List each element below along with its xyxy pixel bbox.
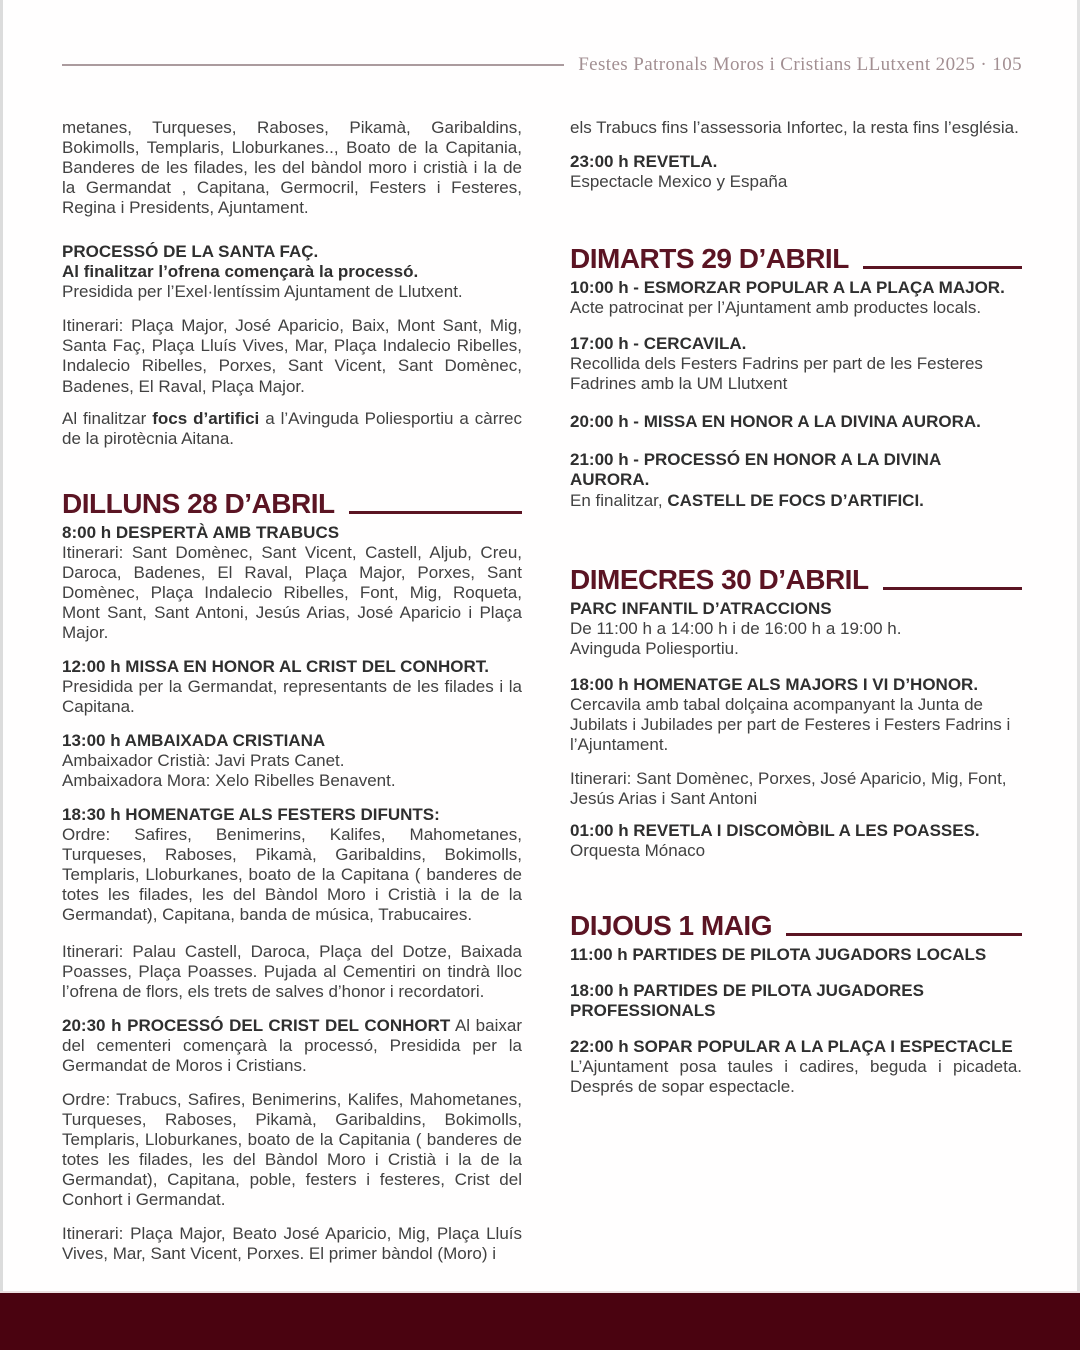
event-desperta — [62, 523, 522, 643]
desc-pre: En finalitzar, — [570, 490, 668, 510]
desc-bold: CASTELL DE FOCS D’ARTIFICI. — [667, 490, 924, 510]
event-title: 18:30 h HOMENATGE ALS FESTERS DIFUNTS: — [62, 805, 440, 825]
event-revetla-23 — [570, 152, 1022, 192]
event-parc-infantil — [570, 599, 1022, 659]
event-title: 11:00 h PARTIDES DE PILOTA JUGADORS LOCALS — [570, 945, 987, 965]
event-homenatge-majors — [570, 675, 1022, 755]
itinerary-paragraph: Itinerari: Sant Domènec, Porxes, José Aparicio, Mig, Font, Jesús Arias i Sant Antoni — [570, 768, 1007, 808]
itinerary-paragraph: Itinerari: Palau Castell, Daroca, Plaça del Dotze, Baixada Poasses, Plaça Poasses. Pujada al Cementiri on tindrà lloc l’ofrena de flors, els trets de salves d’honor i recordatori. — [62, 941, 522, 1001]
event-title: 18:00 h HOMENATGE ALS MAJORS I VI D’HONOR. — [570, 674, 979, 694]
event-homenatge-difunts — [62, 805, 522, 1001]
event-processo-conhort — [62, 1016, 522, 1265]
footer-bar — [0, 1291, 1080, 1350]
event-title: 8:00 h DESPERTÀ AMB TRABUCS — [62, 522, 340, 542]
event-subtitle: Al finalitzar l’ofrena començarà la processó. — [62, 262, 419, 282]
header-rule — [62, 64, 564, 66]
fireworks-pre: Al finalitzar — [62, 408, 153, 428]
heading-rule — [786, 933, 1022, 936]
event-revetla-discomobil — [570, 821, 1022, 861]
event-santa-fac — [62, 242, 522, 302]
event-desc: Cercavila amb tabal dolçaina acompanyant la Junta de Jubilats i Jubilades per part de Festeres i Festers Fadrins i l’Ajuntament. — [570, 694, 1011, 754]
day-heading-text: DILLUNS 28 D’ABRIL — [62, 487, 335, 519]
event-title: 12:00 h MISSA EN HONOR AL CRIST DEL CONHORT. — [62, 656, 489, 676]
left-column — [62, 118, 522, 1264]
continued-paragraph: els Trabucs fins l’assessoria Infortec, la resta fins l’església. — [570, 118, 1019, 137]
day-heading-text: DIJOUS 1 MAIG — [570, 910, 772, 942]
event-desc: Presidida per la Germandat, representants de les filades i la Capitana. — [62, 676, 522, 717]
event-title: 20:30 h PROCESSÓ DEL CRIST DEL CONHORT — [62, 1015, 451, 1035]
event-title: 01:00 h REVETLA I DISCOMÒBIL A LES POASSES. — [570, 820, 980, 840]
event-line: Avinguda Poliesportiu. — [570, 638, 739, 658]
event-title-rest: Al baixar del cementeri començarà la processó, Presidida per la Germandat de Moros i Cristians. — [62, 1015, 522, 1075]
event-title: 22:00 h SOPAR POPULAR A LA PLAÇA I ESPECTACLE — [570, 1037, 1013, 1057]
event-ambaixada — [62, 731, 522, 791]
fireworks-post: a l’Avinguda Poliesportiu a càrrec de la pirotècnia Aitana. — [62, 408, 522, 448]
event-pilota-professionals — [570, 981, 1022, 1021]
event-title: PROCESSÓ DE LA SANTA FAÇ. — [62, 242, 319, 262]
event-title: 21:00 h - PROCESSÓ EN HONOR A LA DIVINA AURORA. — [570, 450, 941, 490]
event-line: De 11:00 h a 14:00 h i de 16:00 h a 19:00 h. — [570, 618, 902, 638]
event-processo-aurora — [570, 450, 1022, 510]
content-columns — [62, 118, 1022, 1264]
heading-rule — [863, 266, 1022, 269]
day-heading-text: DIMECRES 30 D’ABRIL — [570, 563, 869, 595]
day-heading-dimarts-29-abril — [570, 244, 1022, 274]
event-title: PARC INFANTIL D’ATRACCIONS — [570, 598, 832, 618]
event-order: Ordre: Trabucs, Safires, Benimerins, Kalifes, Mahometanes, Turqueses, Raboses, Pikamà, Garibaldins, Bokimolls, Templaris, Lloburkanes, boato de la Capitania ( banderes de totes les filades, les del Bàndol Moro i Cristià i la de la Germandat), Capitana, poble, festers i festeres, Crist del Conhort i Germandat. — [62, 1089, 522, 1210]
event-title: 20:00 h - MISSA EN HONOR A LA DIVINA AURORA. — [570, 412, 981, 432]
event-missa-conhort — [62, 657, 522, 717]
event-desc: Recollida dels Festers Fadrins per part de les Festeres Fadrines amb la UM Llutxent — [570, 354, 983, 394]
page-header — [62, 54, 1022, 76]
event-title: 23:00 h REVETLA. — [570, 152, 718, 172]
page-header-title: Festes Patronals Moros i Cristians LLutxent 2025 · 105 — [578, 54, 1022, 75]
day-heading-dimecres-30-abril — [570, 565, 1022, 595]
event-desc: Presidida per l’Exel·lentíssim Ajuntament de Llutxent. — [62, 282, 463, 302]
heading-rule — [883, 587, 1022, 590]
event-title-paragraph — [62, 1016, 522, 1076]
day-heading-dilluns-28-abril — [62, 489, 522, 519]
event-order: Ordre: Safires, Benimerins, Kalifes, Mahometanes, Turqueses, Raboses, Pikamà, Garibaldins, Bokimolls, Templaris, Lloburkanes, boato de la Capitana ( banderes de totes les filades, les del Bàndol Moro i Cristià i la de la Germandat), Capitana, banda de música, Trabucaires. — [62, 825, 522, 925]
event-title: 17:00 h - CERCAVILA. — [570, 334, 747, 354]
event-desc: L’Ajuntament posa taules i cadires, beguda i picadeta. Després de sopar espectacle. — [570, 1057, 1022, 1097]
day-heading-dijous-1-maig — [570, 911, 1022, 941]
right-column — [570, 118, 1022, 1264]
event-desc: Acte patrocinat per l’Ajuntament amb productes locals. — [570, 298, 982, 318]
event-missa-aurora — [570, 412, 1022, 432]
itinerary-paragraph: Itinerari: Plaça Major, José Aparicio, Baix, Mont Sant, Mig, Santa Faç, Plaça Lluís Vives, Mar, Plaça Indalecio Ribelles, Indalecio Ribelles, Porxes, Sant Vicent, Sant Domènec, Badenes, El Raval, Plaça Major. — [62, 316, 522, 396]
event-desc: Espectacle Mexico y España — [570, 172, 788, 192]
event-esmorzar — [570, 278, 1022, 318]
event-line: Ambaixadora Mora: Xelo Ribelles Benavent. — [62, 771, 396, 791]
continued-paragraph: metanes, Turqueses, Raboses, Pikamà, Garibaldins, Bokimolls, Templaris, Lloburkanes.., Boato de la Capitania, Banderes de les filades, les del bàndol moro i cristià i la de la Germandat , Capitana, Germocril, Festers i Festeres, Regina i Presidents, Ajuntament. — [62, 118, 522, 218]
fireworks-paragraph — [62, 409, 522, 449]
event-title: 13:00 h AMBAIXADA CRISTIANA — [62, 731, 326, 751]
heading-rule — [349, 511, 522, 514]
itinerary-paragraph: Itinerari: Plaça Major, Beato José Aparicio, Mig, Plaça Lluís Vives, Mar, Sant Vicent, Porxes. El primer bàndol (Moro) i — [62, 1224, 522, 1264]
event-title: 10:00 h - ESMORZAR POPULAR A LA PLAÇA MAJOR. — [570, 278, 1005, 298]
event-desc: Orquesta Mónaco — [570, 841, 706, 861]
event-line: Ambaixador Cristià: Javi Prats Canet. — [62, 751, 345, 771]
day-heading-text: DIMARTS 29 D’ABRIL — [570, 243, 849, 275]
event-sopar-popular — [570, 1037, 1022, 1097]
event-cercavila — [570, 334, 1022, 394]
event-desc — [570, 491, 1022, 511]
event-desc: Itinerari: Sant Domènec, Sant Vicent, Castell, Aljub, Creu, Daroca, Badenes, El Raval, Plaça Major, Porxes, Sant Domènec, Plaça Indalecio Ribelles, Font, Mig, Roqueta, Mont Sant, Sant Antoni, Jesús Arias, José Aparicio i Plaça Major. — [62, 542, 522, 642]
event-title: 18:00 h PARTIDES DE PILOTA JUGADORES PROFESSIONALS — [570, 981, 924, 1021]
fireworks-bold: focs d’artifici — [152, 408, 260, 428]
event-pilota-locals — [570, 945, 1022, 965]
